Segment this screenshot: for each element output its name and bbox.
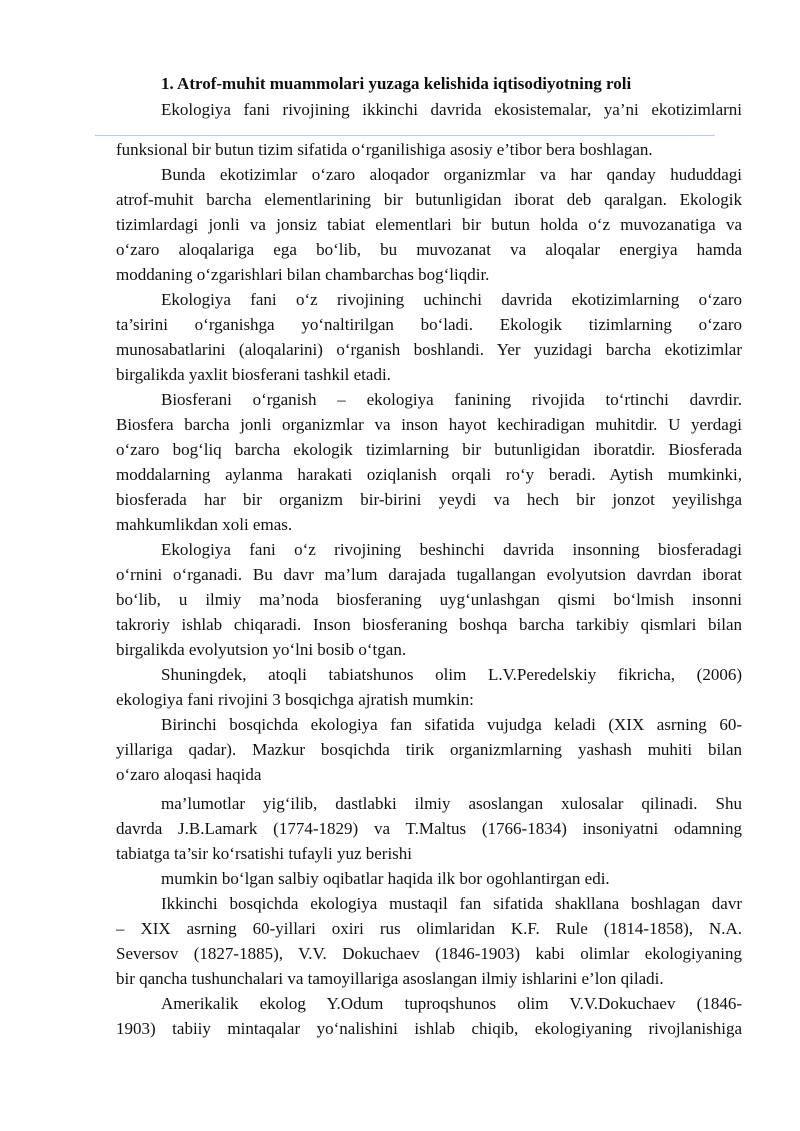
text-line: Seversov (1827-1885), V.V. Dokuchaev (1846-1903) kabi olimlar ekologiyaning — [116, 944, 742, 963]
text-line: bir qancha tushunchalari va tamoyillariga asoslangan ilmiy ishlarini e’lon qiladi. — [116, 969, 664, 988]
text-line: Ikkinchi bosqichda ekologiya mustaqil fan sifatida shakllana boshlagan davr — [161, 894, 742, 913]
text-line: biosferada har bir organizm bir-birini yeydi va hech bir jonzot yeyilishga — [116, 490, 742, 509]
text-line: Ekologiya fani rivojining ikkinchi davrida ekosistemalar, ya’ni ekotizimlarni — [161, 100, 742, 119]
text-line: mumkin bo‘lgan salbiy oqibatlar haqida ilk bor ogohlantirgan edi. — [161, 869, 610, 888]
text-line: birgalikda yaxlit biosferani tashkil etadi. — [116, 365, 391, 384]
text-line: Amerikalik ekolog Y.Odum tuproqshunos olim V.V.Dokuchaev (1846- — [161, 994, 742, 1013]
text-line: Birinchi bosqichda ekologiya fan sifatida vujudga keladi (XIX asrning 60- — [161, 715, 742, 734]
text-line: Ekologiya fani o‘z rivojining beshinchi davrida insonning biosferadagi — [161, 540, 742, 559]
text-line: funksional bir butun tizim sifatida o‘rganilishiga asosiy e’tibor bera boshlagan. — [116, 140, 653, 159]
text-line: moddalarning aylanma harakati oziqlanish orqali ro‘y beradi. Aytish mumkinki, — [116, 465, 742, 484]
text-line: davrda J.B.Lamark (1774-1829) va T.Maltus (1766-1834) insoniyatni odamning — [116, 819, 742, 838]
text-line: yillariga qadar). Mazkur bosqichda tirik organizmlarning yashash muhiti bilan — [116, 740, 742, 759]
text-line: 1903) tabiiy mintaqalar yo‘nalishini ishlab chiqib, ekologiyaning rivojlanishiga — [116, 1019, 742, 1038]
text-line: mahkumlikdan xoli emas. — [116, 515, 293, 534]
text-line: bo‘lib, u ilmiy ma’noda biosferaning uyg‘unlashgan qismi bo‘lmish insonni — [116, 590, 742, 609]
text-line: takroriy ishlab chiqaradi. Inson biosferaning boshqa barcha tarkibiy qismlari bilan — [116, 615, 742, 634]
text-line: ta’sirini o‘rganishga yo‘naltirilgan bo‘ladi. Ekologik tizimlarning o‘zaro — [116, 315, 742, 334]
text-line: moddaning o‘zgarishlari bilan chambarchas bog‘liqdir. — [116, 265, 490, 284]
text-line: Biosfera barcha jonli organizmlar va inson hayot kechiradigan muhitdir. U yerdagi — [116, 415, 742, 434]
text-line: birgalikda evolyutsion yo‘lni bosib o‘tgan. — [116, 640, 407, 659]
text-line: ma’lumotlar yig‘ilib, dastlabki ilmiy asoslangan xulosalar qilinadi. Shu — [161, 794, 742, 813]
text-line: o‘rnini o‘rganadi. Bu davr ma’lum darajada tugallangan evolyutsion davrdan iborat — [116, 565, 742, 584]
text-line: Bunda ekotizimlar o‘zaro aloqador organizmlar va har qanday hududdagi — [161, 165, 742, 184]
text-line: ekologiya fani rivojini 3 bosqichga ajratish mumkin: — [116, 690, 474, 709]
text-line: tizimlardagi jonli va jonsiz tabiat elementlari bir butun holda o‘z muvozanatiga va — [116, 215, 742, 234]
text-line: o‘zaro aloqalariga ega bo‘lib, bu muvozanat va aloqalar energiya hamda — [116, 240, 742, 259]
text-line: atrof-muhit barcha elementlarining bir butunligidan iborat deb qaralgan. Ekologik — [116, 190, 742, 209]
text-line: Ekologiya fani o‘z rivojining uchinchi davrida ekotizimlarning o‘zaro — [161, 290, 742, 309]
section-heading: 1. Atrof-muhit muammolari yuzaga kelishida iqtisodiyotning roli — [161, 74, 632, 93]
text-line: o‘zaro aloqasi haqida — [116, 765, 262, 784]
text-line: Biosferani o‘rganish – ekologiya fanining rivojida to‘rtinchi davrdir. — [161, 390, 742, 409]
text-line: munosabatlarini (aloqalarini) o‘rganish boshlandi. Yer yuzidagi barcha ekotizimlar — [116, 340, 742, 359]
text-line: – XIX asrning 60-yillari oxiri rus olimlaridan K.F. Rule (1814-1858), N.A. — [116, 919, 742, 938]
header-rule — [95, 135, 715, 136]
text-line: Shuningdek, atoqli tabiatshunos olim L.V.Peredelskiy fikricha, (2006) — [161, 665, 742, 684]
text-line: o‘zaro bog‘liq barcha ekologik tizimlarning bir butunligidan iboratdir. Biosferada — [116, 440, 742, 459]
text-line: tabiatga ta’sir ko‘rsatishi tufayli yuz berishi — [116, 844, 413, 863]
